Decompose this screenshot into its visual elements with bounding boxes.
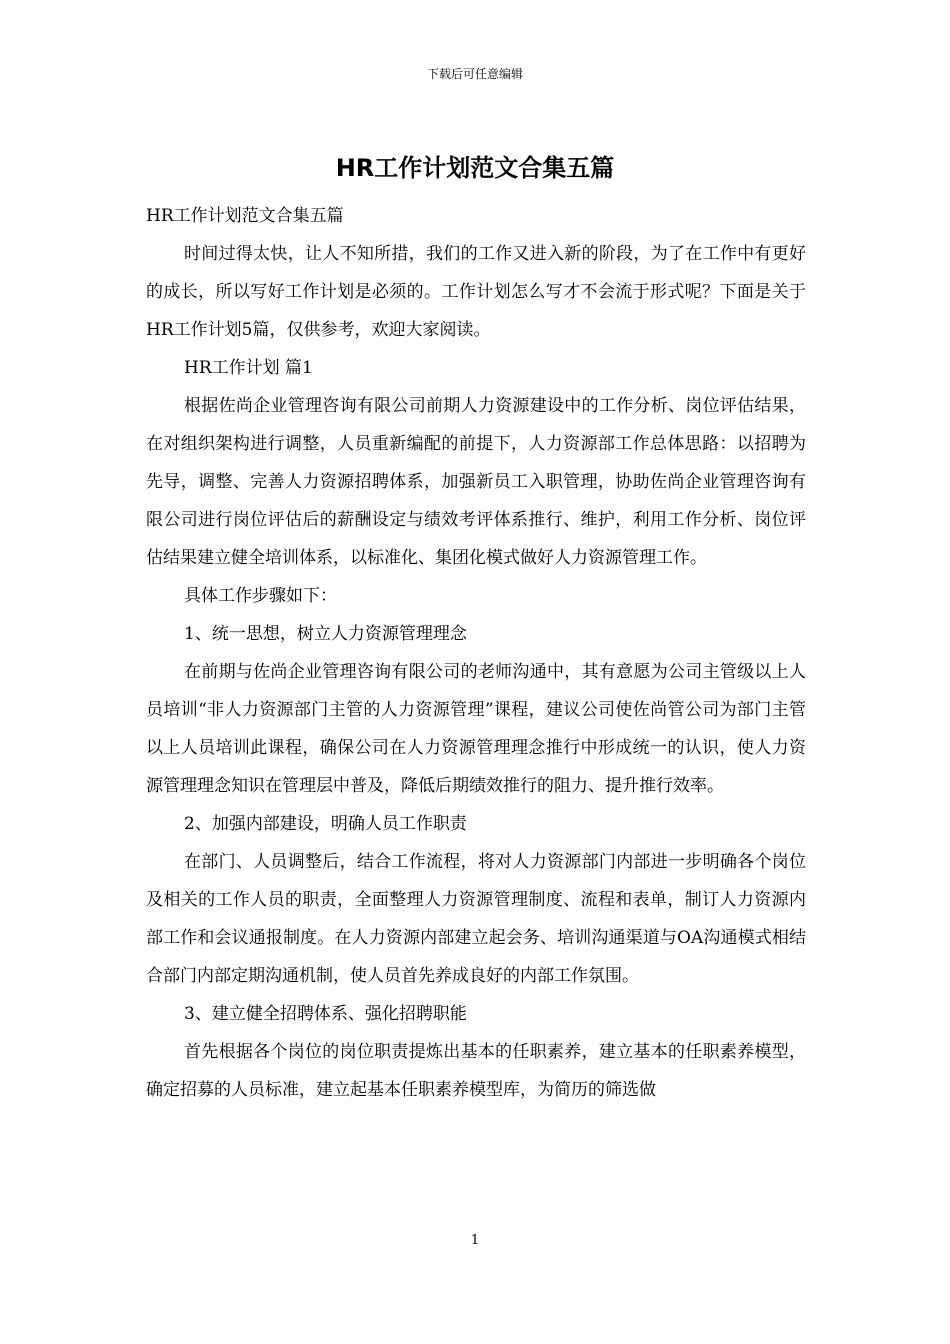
page-number: 1 (470, 1233, 480, 1248)
step-3-heading: 3、建立健全招聘体系、强化招聘职能 (184, 1004, 467, 1024)
document-body (146, 197, 806, 1109)
step-1-paragraph: 在前期与佐尚企业管理咨询有限公司的老师沟通中，其有意愿为公司主管级以上人员培训“非人力资源部门主管的人力资源管理”课程，建议公司使佐尚管公司为部门主管以上人员培训此课程，确保公司在人力资源管理理念推行中形成统一的认识，使人力资源管理理念知识在管理层中普及，降低后期绩效推行的阻力、提升推行效率。 (146, 662, 806, 796)
step-1-heading: 1、统一思想，树立人力资源管理理念 (184, 624, 467, 644)
step-3-paragraph: 首先根据各个岗位的岗位职责提炼出基本的任职素养，建立基本的任职素养模型，确定招募的人员标准，建立起基本任职素养模型库，为简历的筛选做 (146, 1042, 806, 1100)
overview-paragraph: 根据佐尚企业管理咨询有限公司前期人力资源建设中的工作分析、岗位评估结果，在对组织架构进行调整，人员重新编配的前提下，人力资源部工作总体思路：以招聘为先导，调整、完善人力资源招聘体系，加强新员工入职管理，协助佐尚企业管理咨询有限公司进行岗位评估后的薪酬设定与绩效考评体系推行、维护，利用工作分析、岗位评估结果建立健全培训体系，以标准化、集团化模式做好人力资源管理工作。 (146, 396, 806, 568)
step-2-paragraph: 在部门、人员调整后，结合工作流程，将对人力资源部门内部进一步明确各个岗位及相关的工作人员的职责，全面整理人力资源管理制度、流程和表单，制订人力资源内部工作和会议通报制度。在人力资源内部建立起会务、培训沟通渠道与OA沟通模式相结合部门内部定期沟通机制，使人员首先养成良好的内部工作氛围。 (146, 852, 806, 986)
document-subtitle: HR工作计划范文合集五篇 (146, 206, 344, 226)
section-heading-part-1: HR工作计划 篇1 (184, 358, 313, 378)
steps-intro: 具体工作步骤如下： (184, 586, 337, 606)
intro-paragraph: 时间过得太快，让人不知所措，我们的工作又进入新的阶段，为了在工作中有更好的成长，所以写好工作计划是必须的。工作计划怎么写才不会流于形式呢？下面是关于HR工作计划5篇，仅供参考，欢迎大家阅读。 (146, 244, 806, 340)
document-title: HR工作计划范文合集五篇 (335, 154, 615, 182)
step-2-heading: 2、加强内部建设，明确人员工作职责 (184, 814, 467, 834)
page-header-note: 下载后可任意编辑 (426, 67, 523, 81)
